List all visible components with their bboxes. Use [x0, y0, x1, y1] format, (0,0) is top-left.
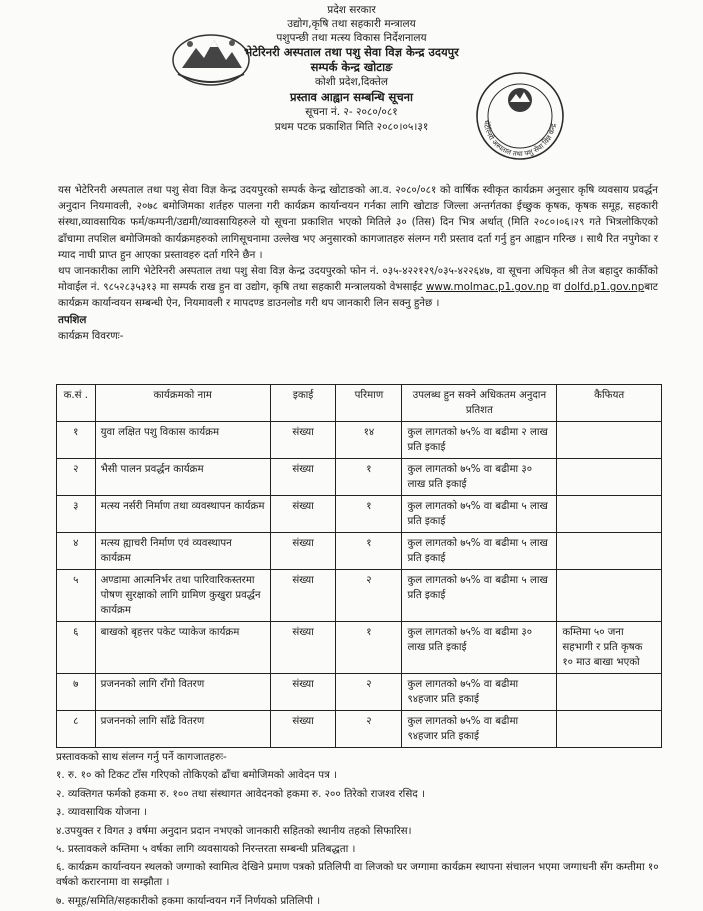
document-item: ३. व्यावसायिक योजना । — [56, 806, 148, 819]
documents-title: प्रस्तावकको साथ संलग्न गर्नु पर्ने कागजातहरुः- — [56, 751, 227, 763]
row-quantity: १ — [336, 622, 402, 674]
row-remarks — [557, 459, 662, 496]
table-header-row — [57, 385, 662, 422]
notice-body — [58, 182, 658, 344]
row-serial: ६ — [57, 622, 96, 674]
row-unit: संख्या — [270, 422, 336, 459]
header-office: भेटेरिनरी अस्पताल तथा पशु सेवा विज्ञ केन्द्र उदयपुर — [244, 45, 459, 59]
document-item: ६. कार्यक्रम कार्यान्वयन स्थलको जग्गाको स्वामित्व देखिने प्रमाण पत्रको प्रतिलिपी वा लिजको घर जग्गामा कार्यक्रम स्थापना संचालन भएमा जग्गाधनी सँग कम्तीमा १० वर्षको करारनामा वा सम्झौता । — [56, 861, 659, 889]
col-unit: इकाई — [270, 385, 336, 422]
row-grant: कुल लागतको ७५% वा बढीमा ९४हजार प्रति इकाई — [402, 674, 557, 711]
row-program-name: मत्स्य ह्याचरी निर्माण एवं व्यवस्थापन कार्यक्रम — [95, 533, 270, 570]
col-serial: क.सं . — [57, 385, 96, 422]
row-grant: कुल लागतको ७५% वा बढीमा ५ लाख प्रति इकाई — [402, 496, 557, 533]
row-unit: संख्या — [270, 570, 336, 622]
document-item: ४.उपयुक्त र विगत ३ वर्षमा अनुदान प्रदान नभएको जानकारी सहितको स्थानीय तहको सिफारिस। — [56, 824, 412, 837]
header-ministry: उद्योग,कृषि तथा सहकारी मन्त्रालय — [287, 18, 416, 30]
row-program-name: प्रजननको लागि राँगो वितरण — [95, 674, 270, 711]
row-serial: ७ — [57, 674, 96, 711]
col-remarks: कैफियत — [557, 385, 662, 422]
row-unit: संख्या — [270, 496, 336, 533]
row-program-name: भैसी पालन प्रवर्द्धन कार्यक्रम — [95, 459, 270, 496]
row-program-name: बाखको बृहत्तर पकेट प्याकेज कार्यक्रम — [95, 622, 270, 674]
row-serial: ४ — [57, 533, 96, 570]
row-grant: कुल लागतको ७५% वा बढीमा ९४हजार प्रति इकाई — [402, 711, 557, 748]
para2-intro: थप जानकारीका लागि भेटेरिनरी अस्पताल तथा पशु सेवा विज्ञ केन्द्र उदयपुरको फोन नं. ०३५-४२२१२९/०३५-४२२६४७, वा सूचना अधिकृत श्री तेज बहादुर कार्कीको मोवाईल नं. ९८५२८३५३१३ मा सम्पर्क राख हुन वा उद्योग, कृषि तथा सहकारी मन्त्रालयको वेभसाईट — [58, 265, 658, 294]
row-quantity: १ — [336, 533, 402, 570]
row-quantity: २ — [336, 570, 402, 622]
row-remarks: कम्तिमा ५० जना सहभागी र प्रति कृषक १० माउ बाखा भएको — [557, 622, 662, 674]
row-remarks — [557, 533, 662, 570]
row-grant: कुल लागतको ७५% वा बढीमा ५ लाख प्रति इकाई — [402, 533, 557, 570]
tapsil-heading: तपशिल — [58, 313, 87, 326]
stamp-text: भेटेरिनरी अस्पताल तथा पशु सेवा विज्ञ केन्द्र — [481, 119, 558, 159]
dolfd-link[interactable]: dolfd.p1.gov.np — [564, 281, 645, 294]
document-item: ५. प्रस्तावकले कम्तिमा ५ वर्षका लागि व्यवसायको निरन्तरता सम्बन्धी प्रतिबद्धता । — [56, 843, 356, 856]
table-row — [57, 674, 662, 711]
row-grant: कुल लागतको ७५% वा बढीमा ३० लाख प्रति इकाई — [402, 622, 557, 674]
body-paragraph-2 — [58, 263, 658, 312]
row-remarks — [557, 496, 662, 533]
row-serial: २ — [57, 459, 96, 496]
row-serial: ३ — [57, 496, 96, 533]
notice-number: सूचना नं. २- २०८०/०८१ — [305, 106, 398, 118]
body-paragraph-1: यस भेटेरिनरी अस्पताल तथा पशु सेवा विज्ञ केन्द्र उदयपुरको सम्पर्क केन्द्र खोटाङको आ.व. २०८०/०८१ को वार्षिक स्वीकृत कार्यक्रम अनुसार कृषि व्यवसाय प्रवर्द्धन अनुदान नियमावली, २०७८ बमोजिमका शर्तहरु पालना गरी कार्यक्रम कार्यान्वयन गर्नका लागि खोटाङ जिल्ला अन्तर्गतका ईच्छुक कृषक, कृषक समूह, सहकारी संस्था,व्यावसायिक फर्म/कम्पनी/उद्यमी/व्यावसायिहरुले यो सूचना प्रकाशित भएको मितिले ३० (तिस) दिन भित्र अर्थात् (मिति २०८०।०६।२९ गते भित्रलोकिएको ढाँचामा तपशिल बमोजिमको कार्यक्रमहरुको लागिसूचनामा उल्लेख भए अनुसारको कागजातहरु संलग्न गरी प्रस्ताव दर्ता गर्नु हुन आह्वान गरिन्छ । साथै रित नपुगेका र म्याद नाघी प्राप्त हुन आएका प्रस्तावहरु दर्ता गरिने छैन । — [58, 184, 658, 261]
col-quantity: परिमाण — [336, 385, 402, 422]
row-serial: १ — [57, 422, 96, 459]
publish-date: प्रथम पटक प्रकाशित मिति २०८०।०५।३१ — [274, 121, 429, 133]
header-contact-center: सम्पर्क केन्द्र खोटाङ — [310, 60, 393, 74]
para2-outro: बाट कार्यक्रम कार्यान्वयन सम्बन्धी ऐन, नियमावली र मापदण्ड डाउनलोड गरी थप जानकारी लिन सक्नु हुनेछ । — [58, 281, 658, 310]
row-remarks — [557, 422, 662, 459]
row-serial: ५ — [57, 570, 96, 622]
row-unit: संख्या — [270, 711, 336, 748]
row-quantity: २ — [336, 711, 402, 748]
row-unit: संख्या — [270, 533, 336, 570]
row-unit: संख्या — [270, 622, 336, 674]
row-program-name: मत्स्य नर्सरी निर्माण तथा व्यवस्थापन कार्यक्रम — [95, 496, 270, 533]
row-unit: संख्या — [270, 459, 336, 496]
table-row — [57, 570, 662, 622]
document-item: १. रु. १० को टिकट टाँस गरिएको तोकिएको ढाँचा बमोजिमको आवेदन पत्र । — [56, 769, 337, 782]
row-quantity: १ — [336, 459, 402, 496]
col-program-name: कार्यक्रमको नाम — [95, 385, 270, 422]
table-row — [57, 422, 662, 459]
row-program-name: प्रजननको लागि साँढे वितरण — [95, 711, 270, 748]
document-item: २. व्यक्तिगत फर्मको हकमा रु. १०० तथा संस्थागत आवेदनको हकमा रु. २०० तिरेको राजश्व रसिद । — [56, 787, 425, 800]
row-quantity: २ — [336, 674, 402, 711]
link-conjunction: वा — [552, 281, 561, 294]
header-govt: प्रदेश सरकार — [327, 4, 376, 16]
program-details-label: कार्यक्रम विवरणः- — [58, 329, 124, 342]
header-address: कोशी प्रदेश,दिक्तेल — [314, 76, 389, 88]
header-directorate: पशुपन्छी तथा मत्स्य विकास निर्देशनालय — [276, 32, 427, 44]
row-quantity: १४ — [336, 422, 402, 459]
row-remarks — [557, 711, 662, 748]
row-quantity: १ — [336, 496, 402, 533]
row-program-name: अण्डामा आत्मनिर्भर तथा पारिवारिकस्तरमा पोषण सुरक्षाको लागि ग्रामिण कुखुरा प्रवर्द्धन कार्यक्रम — [95, 570, 270, 622]
program-table — [56, 384, 662, 748]
table-row — [57, 533, 662, 570]
row-serial: ८ — [57, 711, 96, 748]
table-row — [57, 459, 662, 496]
row-remarks — [557, 674, 662, 711]
row-unit: संख्या — [270, 674, 336, 711]
table-row — [57, 622, 662, 674]
row-remarks — [557, 570, 662, 622]
document-item: ७. समूह/समिति/सहकारीको हकमा कार्यान्वयन गर्ने निर्णयको प्रतिलिपी । — [56, 895, 321, 908]
notice-title: प्रस्ताव आह्वान सम्बन्धि सूचना — [290, 90, 413, 104]
molmac-link[interactable]: www.molmac.p1.gov.np — [425, 281, 549, 294]
row-grant: कुल लागतको ७५% वा बढीमा ३० लाख प्रति इकाई — [402, 459, 557, 496]
col-grant-percent: उपलब्ध हुन सक्ने अधिकतम अनुदान प्रतिशत — [402, 385, 557, 422]
row-grant: कुल लागतको ७५% वा बढीमा २ लाख प्रति इकाई — [402, 422, 557, 459]
required-documents — [56, 748, 666, 911]
table-row — [57, 711, 662, 748]
table-row — [57, 496, 662, 533]
row-program-name: युवा लक्षित पशु विकास कार्यक्रम — [95, 422, 270, 459]
row-grant: कुल लागतको ७५% वा बढीमा ५ लाख प्रति इकाई — [402, 570, 557, 622]
